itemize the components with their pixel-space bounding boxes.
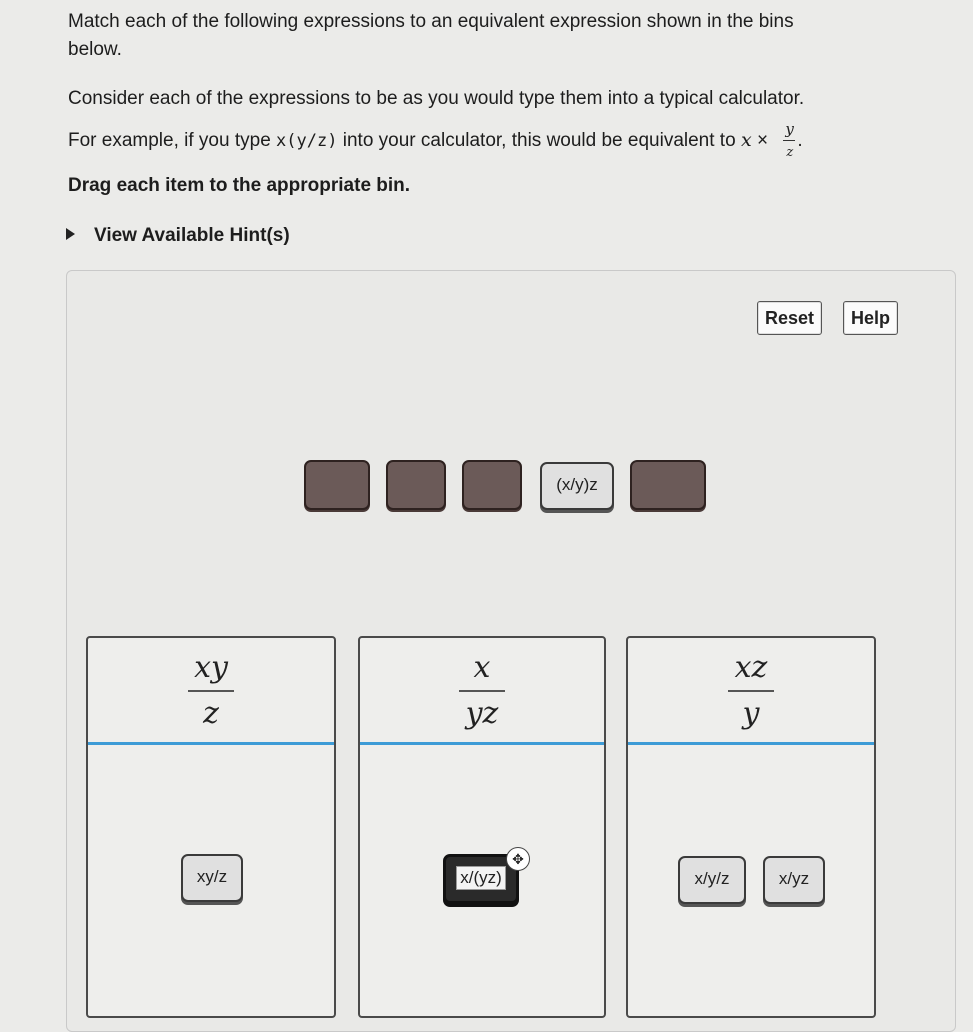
bin-x-over-yz[interactable] bbox=[358, 636, 606, 1018]
instruction-line-3: Consider each of the expressions to be as you would type them into a typical calculator. bbox=[68, 88, 805, 109]
empty-slot bbox=[630, 460, 706, 510]
move-arrows-icon[interactable]: ✥ bbox=[506, 847, 530, 871]
drag-instruction: Drag each item to the appropriate bin. bbox=[68, 175, 411, 196]
fraction-bar bbox=[728, 690, 774, 692]
bin-denominator: y bbox=[742, 696, 760, 731]
view-hints-link[interactable]: View Available Hint(s) bbox=[94, 225, 290, 246]
draggable-item-selected[interactable] bbox=[443, 851, 524, 904]
draggable-item[interactable]: (x/y)z bbox=[540, 462, 614, 510]
bin-numerator: x bbox=[473, 650, 491, 685]
bin-header-fraction bbox=[360, 648, 604, 734]
bin-separator bbox=[360, 742, 604, 745]
example-denominator: z bbox=[786, 145, 794, 160]
bin-separator bbox=[88, 742, 334, 745]
example-fraction bbox=[783, 121, 797, 161]
instruction-line-2: below. bbox=[68, 39, 122, 60]
example-code: x(y/z) bbox=[276, 131, 338, 152]
empty-slot bbox=[304, 460, 370, 510]
bin-numerator: xy bbox=[194, 650, 228, 685]
fraction-bar bbox=[459, 690, 505, 692]
instruction-line-1: Match each of the following expressions to an equivalent expression shown in the bins bbox=[68, 11, 794, 32]
bin-xy-over-z[interactable] bbox=[86, 636, 336, 1018]
fraction-bar bbox=[188, 690, 234, 692]
draggable-item[interactable]: x/y/z bbox=[678, 856, 746, 904]
example-prefix: For example, if you type bbox=[68, 130, 271, 152]
bin-denominator: z bbox=[203, 696, 219, 731]
example-times: × bbox=[756, 130, 769, 152]
example-x: x bbox=[740, 129, 752, 152]
bin-header-fraction bbox=[628, 648, 874, 734]
help-button[interactable]: Help bbox=[843, 301, 898, 335]
example-period: . bbox=[797, 130, 803, 152]
item-label: x/(yz) bbox=[456, 866, 506, 890]
example-line bbox=[68, 121, 803, 161]
play-triangle-icon[interactable] bbox=[66, 228, 75, 240]
draggable-item[interactable]: xy/z bbox=[181, 854, 243, 902]
bin-denominator: yz bbox=[465, 696, 499, 731]
draggable-item[interactable]: x/yz bbox=[763, 856, 825, 904]
reset-button[interactable]: Reset bbox=[757, 301, 822, 335]
example-numerator: y bbox=[785, 120, 794, 138]
bin-header-fraction bbox=[88, 648, 334, 734]
empty-slot bbox=[462, 460, 522, 510]
bin-numerator: xz bbox=[734, 650, 768, 685]
example-middle: into your calculator, this would be equivalent to bbox=[342, 130, 736, 152]
empty-slot bbox=[386, 460, 446, 510]
bin-xz-over-y[interactable] bbox=[626, 636, 876, 1018]
bin-separator bbox=[628, 742, 874, 745]
